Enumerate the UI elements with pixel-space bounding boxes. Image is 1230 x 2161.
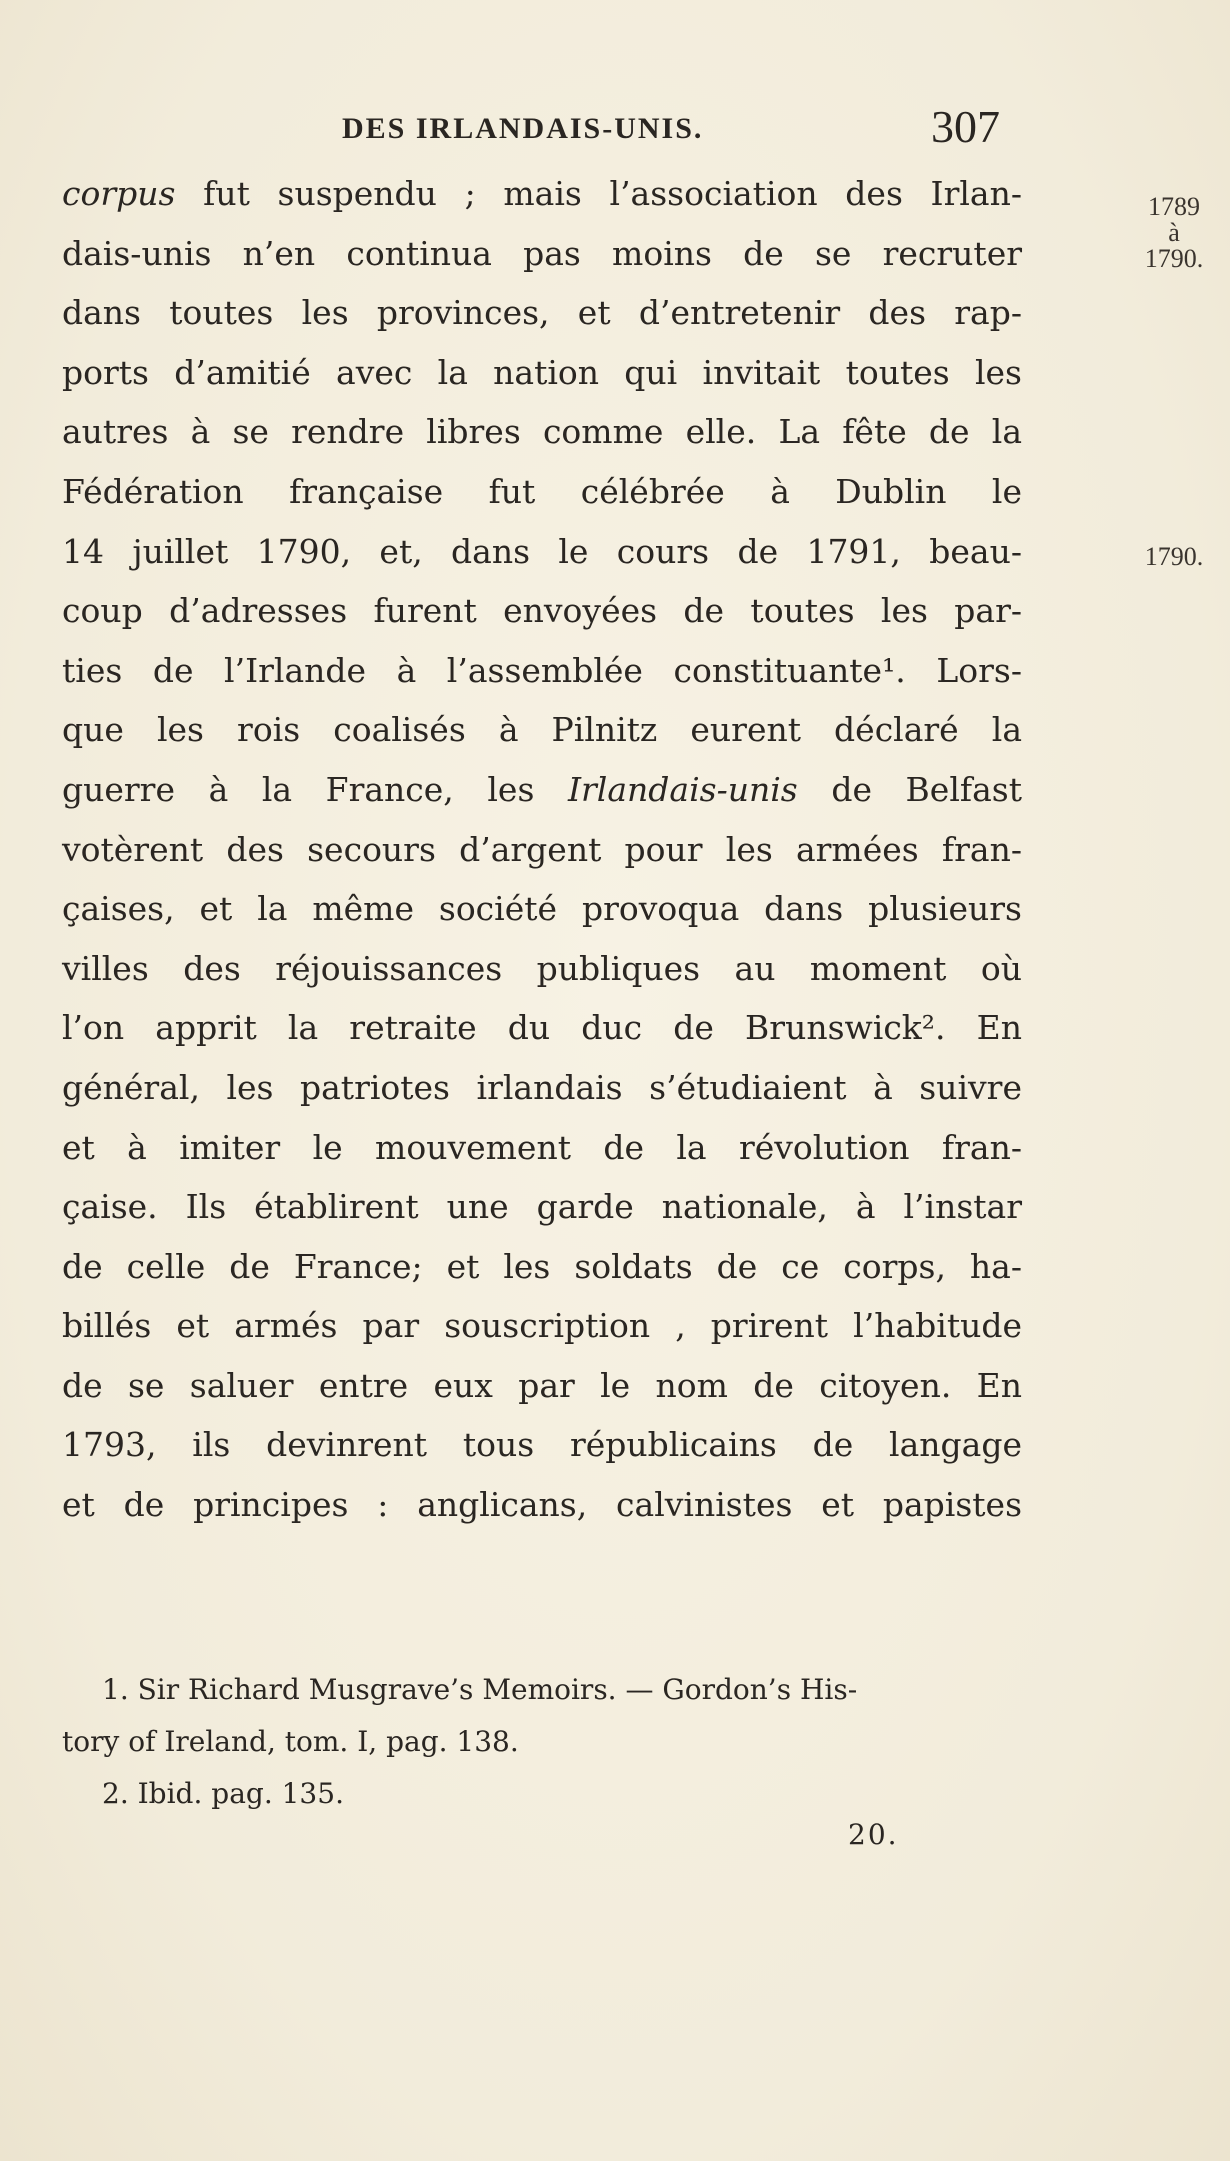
margin-date-end: 1790. xyxy=(1144,244,1204,273)
body-line: et à imiter le mouvement de la révolution fran- xyxy=(62,1127,1022,1167)
running-title: DES IRLANDAIS-UNIS. xyxy=(342,112,704,145)
body-line: de se saluer entre eux par le nom de citoyen. En xyxy=(62,1365,1022,1405)
body-line: votèrent des secours d’argent pour les armées fran- xyxy=(62,829,1022,869)
footnote-1: 1. Sir Richard Musgrave’s Memoirs. — Gordon’s His- xyxy=(102,1673,858,1706)
body-line: autres à se rendre libres comme elle. La fête de la xyxy=(62,412,1022,452)
body-line: villes des réjouissances publiques au moment où xyxy=(62,948,1022,988)
body-line: coup d’adresses furent envoyées de toutes les par- xyxy=(62,591,1022,631)
running-header xyxy=(330,101,1030,154)
body-line: et de principes : anglicans, calvinistes et papistes xyxy=(62,1485,1022,1525)
body-line: 1793, ils devinrent tous républicains de langage xyxy=(62,1425,1022,1465)
body-line: dais-unis n’en continua pas moins de se recruter xyxy=(62,233,1022,273)
margin-date-start: 1789 xyxy=(1148,192,1200,221)
footnote-1-continued: tory of Ireland, tom. I, pag. 138. xyxy=(62,1725,519,1758)
body-line: corpus fut suspendu ; mais l’association des Irlan- xyxy=(62,174,1022,213)
body-text xyxy=(62,164,1022,1535)
signature-mark: 20. xyxy=(848,1818,899,1851)
body-line: dans toutes les provinces, et d’entretenir des rap- xyxy=(62,293,1022,333)
body-line: l’on apprit la retraite du duc de Brunswick². En xyxy=(62,1008,1022,1048)
footnote-2: 2. Ibid. pag. 135. xyxy=(102,1777,344,1810)
body-line: çaise. Ils établirent une garde nationale, à l’instar xyxy=(62,1187,1022,1227)
page-number: 307 xyxy=(931,101,1000,152)
margin-date-connector: à xyxy=(1168,218,1180,247)
body-line: ties de l’Irlande à l’assemblée constituante¹. Lors- xyxy=(62,650,1022,690)
footnotes xyxy=(62,1664,1022,1820)
body-line: que les rois coalisés à Pilnitz eurent déclaré la xyxy=(62,710,1022,750)
body-line: Fédération française fut célébrée à Dublin le xyxy=(62,471,1022,511)
margin-date-single: 1790. xyxy=(1144,542,1204,571)
body-line: guerre à la France, les Irlandais-unis de Belfast xyxy=(62,769,1022,809)
body-line: de celle de France; et les soldats de ce corps, ha- xyxy=(62,1246,1022,1286)
body-line: ports d’amitié avec la nation qui invitait toutes les xyxy=(62,352,1022,392)
body-line: 14 juillet 1790, et, dans le cours de 1791, beau- xyxy=(62,531,1022,571)
body-line: billés et armés par souscription , prirent l’habitude xyxy=(62,1306,1022,1346)
margin-date-range xyxy=(1134,194,1214,272)
body-line: général, les patriotes irlandais s’étudiaient à suivre xyxy=(62,1067,1022,1107)
body-line: çaises, et la même société provoqua dans plusieurs xyxy=(62,889,1022,929)
